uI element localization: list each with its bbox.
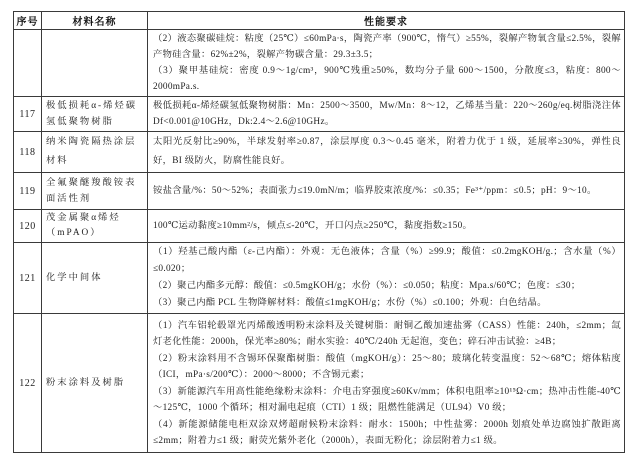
header-row: [14, 12, 625, 30]
table-row: [14, 243, 625, 314]
material-name-line: 化学中间体: [46, 273, 103, 283]
performance-item: 太阳光反射比≥90%，半球发射率≥0.87，涂层厚度 0.3～0.45 毫米，附着力优于 1 级，延展率≥30%，弹性良好，BI 级防火，防腐性能良好。: [153, 137, 621, 166]
col-header-performance-requirements: 性能要求: [148, 12, 625, 30]
performance-item: （1）羟基己酸内酯（ε-己内酯）：外观：无色液体；含量（%）≥99.9；酸值：≤0.2mgKOH/g.；含水量（%）≤0.020；: [153, 247, 621, 274]
performance-item: 极低损耗α-烯烃碳氢低聚物树脂：Mn：2500～3500，Mw/Mn：8～12，乙烯基当量：220～260g/eq.树脂浇注体 Df<0.001@10GHz，Dk:2.4～2.6@10GHz。: [153, 101, 621, 127]
table-row: [14, 30, 625, 97]
table-row: [14, 173, 625, 210]
cell-performance-requirements: [148, 243, 625, 314]
material-name-line: 茂金属聚α烯烃: [46, 213, 121, 223]
cell-performance-requirements: [148, 210, 625, 243]
cell-material-name: [42, 314, 148, 453]
cell-material-name: [42, 210, 148, 243]
cell-material-name: [42, 243, 148, 314]
cell-serial-number: 120: [14, 210, 42, 243]
performance-item: （3）新能源汽车用高性能绝缘粉末涂料：介电击穿强度≥60Kv/mm；体积电阻率≥10¹⁵Ω·cm；热冲击性能-40℃～125℃，1000 个循环；相对漏电起痕（CTI）1 级；阻燃性能满足（UL94）V0 级；: [153, 386, 621, 413]
performance-item: 铵盐含量/%：50～52%；表面张力≤19.0mN/m；临界胶束浓度/%：≤0.35；Fe³⁺/ppm：≤0.5；pH：9～10。: [153, 186, 597, 196]
cell-performance-requirements: [148, 314, 625, 453]
cell-material-name: [42, 30, 148, 97]
performance-item: （3）聚己内酯 PCL 生物降解材料：酸值≤1mgKOH/g；水份（%）≤0.100；外观：白色结晶。: [153, 298, 547, 308]
material-name-line: 氢低聚物树脂: [46, 117, 114, 127]
cell-material-name: [42, 132, 148, 173]
cell-serial-number: 118: [14, 132, 42, 173]
cell-performance-requirements: [148, 173, 625, 210]
materials-table: [13, 11, 625, 453]
performance-item: （2）液态聚碳硅烷：粘度（25℃）≤60mPa·s，陶瓷产率（900℃，惰气）≥55%，裂解产物氧含量≤2.5%，裂解产物硅含量：62%±2%，裂解产物碳含量：29.3±3.5；: [153, 34, 621, 60]
cell-serial-number: 121: [14, 243, 42, 314]
cell-serial-number: [14, 30, 42, 97]
performance-item: （2）粉末涂料用不含锡环保聚酯树脂：酸值（mgKOH/g）：25～80；玻璃化转变温度：52～68℃；熔体粘度（ICI，mPa·s/200℃）：2000～8000；不含锡元素；: [153, 353, 621, 380]
performance-item: （4）新能源储能电柜双涂双烤超耐候粉末涂料：耐水：1500h；中性盐雾：2000h 划痕处单边腐蚀扩散距离≤2mm；附着力≤1 级；耐荧光紫外老化（2000h），表面无粉化；涂层附着力≤1 级。: [153, 419, 621, 446]
table-row: [14, 314, 625, 453]
performance-item: （1）汽车铝轮毂罩光丙烯酸透明粉末涂料及关键树脂：耐铜乙酸加速盐雾（CASS）性能：240h，≤2mm；氙灯老化性能：2000h，保光率≥80%；耐水实验：40℃/240h 无起泡，变色；碎石冲击试验：≥4B；: [153, 320, 621, 347]
cell-performance-requirements: [148, 132, 625, 173]
material-name-line: 纳米陶瓷隔热涂层: [46, 137, 137, 147]
cell-serial-number: 117: [14, 97, 42, 132]
material-name-line: （mPAO）: [46, 228, 102, 238]
cell-serial-number: 119: [14, 173, 42, 210]
material-name-line: 材料: [46, 156, 69, 166]
col-header-material-name: 材料名称: [42, 12, 148, 30]
performance-item: （3）聚甲基硅烷：密度 0.9～1g/cm³，900℃残重≥50%，数均分子量 600～1500，分散度≤3，粘度：800～2000mPa.s.: [153, 66, 621, 92]
performance-item: （2）聚己内酯多元醇：酸值：≤0.5mgKOH/g；水份（%）：≤0.050；粘度：Mpa.s/60℃；色度：≤30；: [153, 281, 581, 291]
table-row: [14, 210, 625, 243]
cell-material-name: [42, 173, 148, 210]
table-body: [14, 30, 625, 453]
material-name-line: 粉末涂料及树脂: [46, 378, 126, 388]
col-header-serial-number: 序号: [14, 12, 42, 30]
material-name-line: 极低损耗α-烯烃碳: [46, 101, 138, 111]
cell-material-name: [42, 97, 148, 132]
cell-performance-requirements: [148, 97, 625, 132]
material-name-line: 全氟聚醚羧酸铵表: [46, 178, 137, 188]
table-row: [14, 132, 625, 173]
table-row: [14, 97, 625, 132]
performance-item: 100℃运动黏度≥10mm²/s，倾点≤-20℃，开口闪点≥250℃，黏度指数≥150。: [153, 220, 473, 231]
cell-performance-requirements: [148, 30, 625, 97]
material-name-line: 面活性剂: [46, 194, 92, 204]
cell-serial-number: 122: [14, 314, 42, 453]
